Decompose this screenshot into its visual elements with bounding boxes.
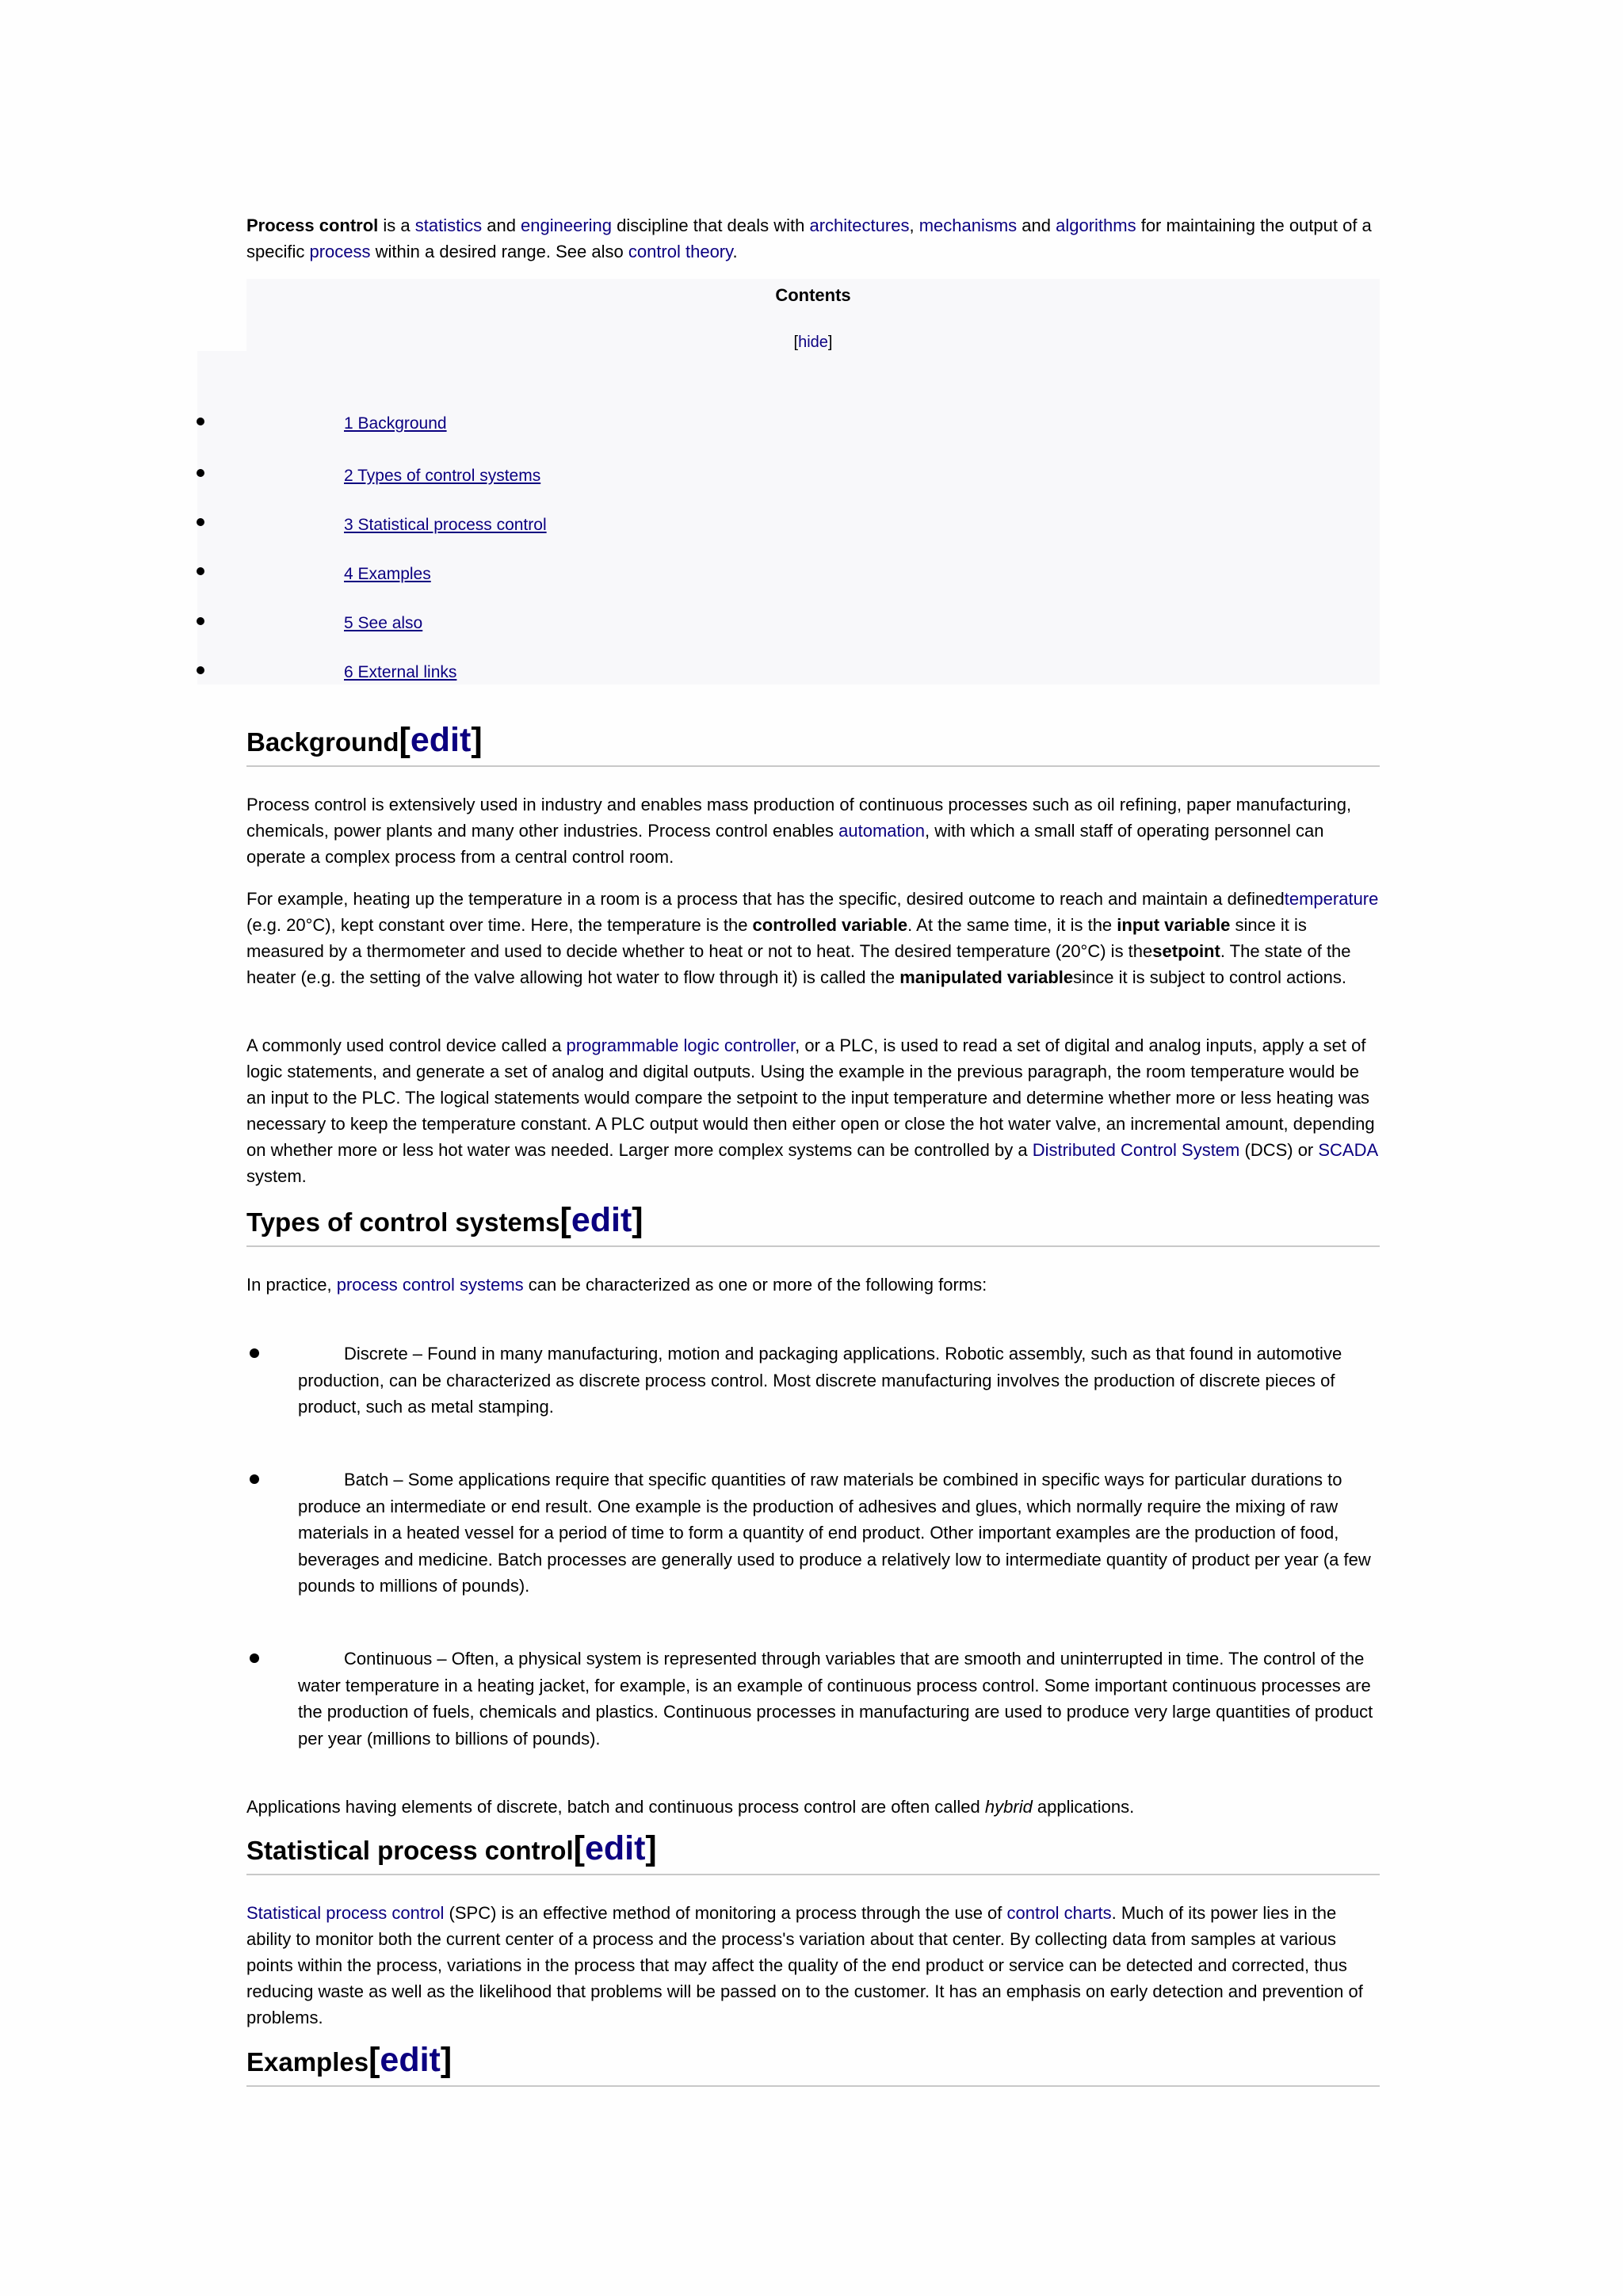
edit-bracket: ] (645, 1829, 657, 1867)
toc-bullet (197, 418, 204, 425)
section-heading-examples (246, 2041, 1380, 2087)
intro-text: for maintaining the output of a specific (246, 215, 1372, 261)
term-controlled-variable: controlled variable (752, 915, 908, 935)
spc-paragraph (246, 1900, 1380, 2031)
link-mechanisms[interactable]: mechanisms (918, 215, 1018, 235)
link-control-theory[interactable]: control theory (628, 242, 733, 261)
link-engineering[interactable]: engineering (521, 215, 613, 235)
intro-term: Process control (246, 215, 379, 235)
edit-link[interactable]: edit (571, 1201, 632, 1239)
para-text: (e.g. 20°C), kept constant over time. Here, the temperature is the (246, 915, 753, 935)
para-text: , or a PLC, is used to read a set of digital and analog inputs, apply a set of logic statements, and generate a set of analog and digital outputs. Using the example in the previous paragraph, the room temperature would be an input to the PLC. The logical statements would compare the setpoint to the input temperature and determine whether more or less heating was necessary to keep the temperature constant. A PLC output would then either open or close the hot water valve, an incremental amount, depending on whether more or less hot water was needed. Larger more complex systems can be controlled by a (246, 1035, 1375, 1160)
para-text: applications. (1032, 1797, 1135, 1817)
para-text: . Much of its power lies in the ability to monitor both the current center of a process and the process's variation about that center. By collecting data from samples at various points within the process, variations in the process that may affect the quality of the end product or service can be detected and corrected, thus reducing waste as well as the likelihood that problems will be passed on to the customer. It has an emphasis on early detection and prevention of problems. (246, 1903, 1363, 2027)
heading-text: Statistical process control (246, 1836, 574, 1865)
link-statistics[interactable]: statistics (414, 215, 483, 235)
toc-item-see-also[interactable]: 5 See also (344, 614, 423, 632)
edit-link[interactable]: edit (584, 1829, 646, 1867)
toc-bullet (197, 617, 204, 625)
toc-bullet (197, 567, 204, 575)
toc-title: Contents (775, 285, 851, 305)
section-heading-types (246, 1201, 1380, 1247)
para-text: system. (246, 1166, 307, 1186)
para-text: Process control is extensively used in industry and enables mass production of continuous processes such as oil refining, paper manufacturing, chemicals, power plants and many other industries. Process control enables (246, 795, 1352, 841)
edit-link[interactable]: edit (410, 721, 472, 759)
para-text: can be characterized as one or more of the following forms: (523, 1275, 987, 1295)
heading-text: Examples (246, 2047, 369, 2077)
edit-bracket: [ (573, 1829, 585, 1867)
toc-box-extension (197, 351, 246, 685)
link-process-control-systems[interactable]: process control systems (336, 1275, 524, 1295)
para-text: (SPC) is an effective method of monitoring a process through the use of (444, 1903, 1007, 1923)
intro-paragraph (246, 212, 1380, 265)
para-text: since it is measured by a thermometer and used to decide whether to heat or not to heat. The desired temperature (20°C) is the (246, 915, 1307, 961)
list-item-discrete: Discrete – Found in many manufacturing, motion and packaging applications. Robotic assembly, such as that found in automotive production, can be characterized as discrete process control. Most discrete manufacturing involves the production of discrete pieces of product, such as metal stamping. (298, 1344, 1342, 1417)
link-dcs[interactable]: Distributed Control System (1032, 1140, 1240, 1160)
intro-text: . (732, 242, 738, 261)
para-text: A commonly used control device called a (246, 1035, 567, 1055)
edit-bracket: [ (399, 721, 411, 759)
toc-item-external-links[interactable]: 6 External links (344, 663, 457, 681)
toc-bullet (197, 469, 204, 477)
para-text: (DCS) or (1239, 1140, 1319, 1160)
toc-item-background[interactable]: 1 Background (344, 414, 447, 433)
term-manipulated-variable: manipulated variable (899, 967, 1074, 987)
edit-bracket: ] (471, 721, 483, 759)
section-heading-background (246, 721, 1380, 767)
intro-text: is a (378, 215, 415, 235)
para-text: . At the same time, it is the (907, 915, 1117, 935)
edit-bracket: ] (440, 2041, 453, 2079)
toc-hide-toggle[interactable]: [hide] (793, 334, 833, 351)
bullet-marker (250, 1348, 259, 1358)
edit-bracket: [ (369, 2041, 380, 2079)
background-paragraph-3 (246, 1032, 1380, 1189)
para-text: since it is subject to control actions. (1073, 967, 1346, 987)
toc-item-examples[interactable]: 4 Examples (344, 565, 431, 583)
toc-bullet (197, 518, 204, 526)
term-setpoint: setpoint (1152, 941, 1220, 961)
types-hybrid-paragraph (246, 1794, 1380, 1820)
heading-text: Types of control systems (246, 1207, 560, 1237)
background-paragraph-1 (246, 791, 1380, 870)
link-spc[interactable]: Statistical process control (246, 1903, 445, 1923)
toc-bullet (197, 666, 204, 674)
edit-bracket: [ (559, 1201, 571, 1239)
term-input-variable: input variable (1117, 915, 1231, 935)
bullet-marker (250, 1653, 259, 1663)
background-paragraph-2 (246, 886, 1380, 990)
link-process[interactable]: process (309, 242, 371, 261)
edit-bracket: ] (632, 1201, 643, 1239)
intro-text: and (482, 215, 521, 235)
link-scada[interactable]: SCADA (1318, 1140, 1377, 1160)
bullet-marker (250, 1474, 259, 1484)
intro-text: within a desired range. See also (370, 242, 628, 261)
types-intro (246, 1272, 1380, 1298)
section-heading-spc (246, 1829, 1380, 1875)
toc-item-spc[interactable]: 3 Statistical process control (344, 516, 547, 534)
term-hybrid: hybrid (984, 1797, 1033, 1817)
link-control-charts[interactable]: control charts (1006, 1903, 1112, 1923)
para-text: . The state of the heater (e.g. the setting of the valve allowing hot water to flow through it) is called the (246, 941, 1351, 987)
link-automation[interactable]: automation (838, 821, 926, 841)
link-algorithms[interactable]: algorithms (1056, 215, 1136, 235)
list-item-continuous: Continuous – Often, a physical system is represented through variables that are smooth and uninterrupted in time. The control of the water temperature in a heating jacket, for example, is an example of continuous process control. Some important continuous processes are the production of fuels, chemicals and plastics. Continuous processes in manufacturing are used to produce very large quantities of product per year (millions to billions of pounds). (298, 1649, 1373, 1749)
link-plc[interactable]: programmable logic controller (566, 1035, 796, 1055)
toc-item-types[interactable]: 2 Types of control systems (344, 467, 541, 485)
para-text: , with which a small staff of operating personnel can operate a complex process from a central control room. (246, 821, 1324, 867)
para-text: For example, heating up the temperature in a room is a process that has the specific, desired outcome to reach and maintain a defined (246, 889, 1285, 909)
link-architectures[interactable]: architectures (809, 215, 910, 235)
para-text: In practice, (246, 1275, 337, 1295)
para-text: Applications having elements of discrete, batch and continuous process control are often called (246, 1797, 985, 1817)
heading-text: Background (246, 727, 399, 757)
edit-link[interactable]: edit (380, 2041, 441, 2079)
link-temperature[interactable]: temperature (1284, 889, 1379, 909)
intro-text: discipline that deals with (612, 215, 810, 235)
intro-text: , (909, 215, 919, 235)
intro-text: and (1017, 215, 1056, 235)
list-item-batch: Batch – Some applications require that specific quantities of raw materials be combined in specific ways for particular durations to produce an intermediate or end result. One example is the production of adhesives and glues, which normally require the mixing of raw materials in a heated vessel for a period of time to form a quantity of end product. Other important examples are the production of food, beverages and medicine. Batch processes are generally used to produce a relatively low to intermediate quantity of product per year (a few pounds to millions of pounds). (298, 1470, 1371, 1596)
